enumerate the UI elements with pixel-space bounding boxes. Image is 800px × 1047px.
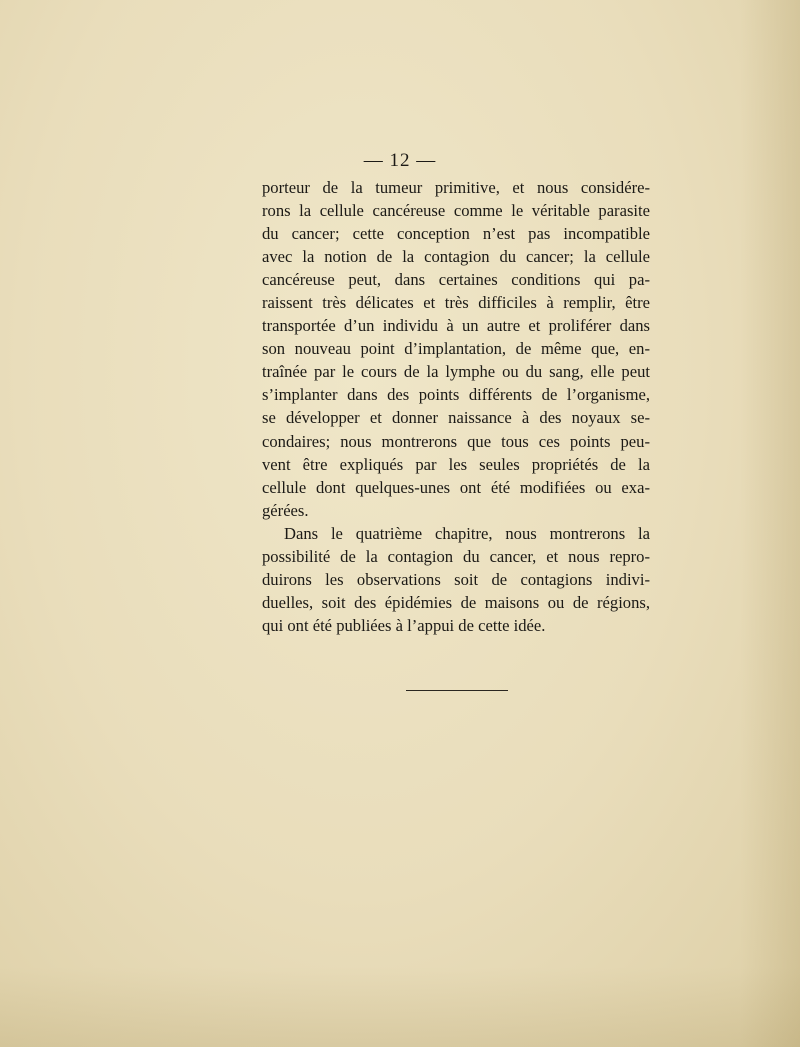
- text-line: condaires; nous montrerons que tous ces points peu-: [262, 431, 650, 451]
- body-text: [262, 176, 650, 637]
- text-line: cellule dont quelques-unes ont été modifiées ou exa-: [262, 477, 650, 497]
- text-line: transportée d’un individu à un autre et proliférer dans: [262, 316, 650, 336]
- page-bottom-shading: [0, 967, 800, 1047]
- text-line: cancéreuse peut, dans certaines conditions qui pa-: [262, 270, 650, 290]
- text-line: traînée par le cours de la lymphe ou du sang, elle peut: [262, 362, 650, 382]
- text-line: s’implanter dans des points différents de l’organisme,: [262, 385, 650, 405]
- text-line: avec la notion de la contagion du cancer; la cellule: [262, 247, 650, 267]
- section-divider: [406, 690, 508, 691]
- text-line: vent être expliqués par les seules propriétés de la: [262, 454, 650, 474]
- text-line: se développer et donner naissance à des noyaux se-: [262, 408, 650, 428]
- text-line: possibilité de la contagion du cancer, et nous repro-: [262, 546, 650, 566]
- text-line: gérées.: [262, 500, 309, 520]
- text-line: porteur de la tumeur primitive, et nous considére-: [262, 178, 650, 197]
- text-line: qui ont été publiées à l’appui de cette idée.: [262, 615, 546, 635]
- page-number: — 12 —: [363, 150, 437, 171]
- text-line: duirons les observations soit de contagions indivi-: [262, 569, 650, 589]
- text-line: duelles, soit des épidémies de maisons ou de régions,: [262, 592, 650, 612]
- text-line: raissent très délicates et très difficiles à remplir, être: [262, 293, 650, 313]
- text-line: Dans le quatrième chapitre, nous montrerons la: [284, 523, 650, 543]
- text-line: du cancer; cette conception n’est pas incompatible: [262, 224, 650, 244]
- text-line: rons la cellule cancéreuse comme le véritable parasite: [262, 201, 650, 221]
- text-line: son nouveau point d’implantation, de même que, en-: [262, 339, 650, 359]
